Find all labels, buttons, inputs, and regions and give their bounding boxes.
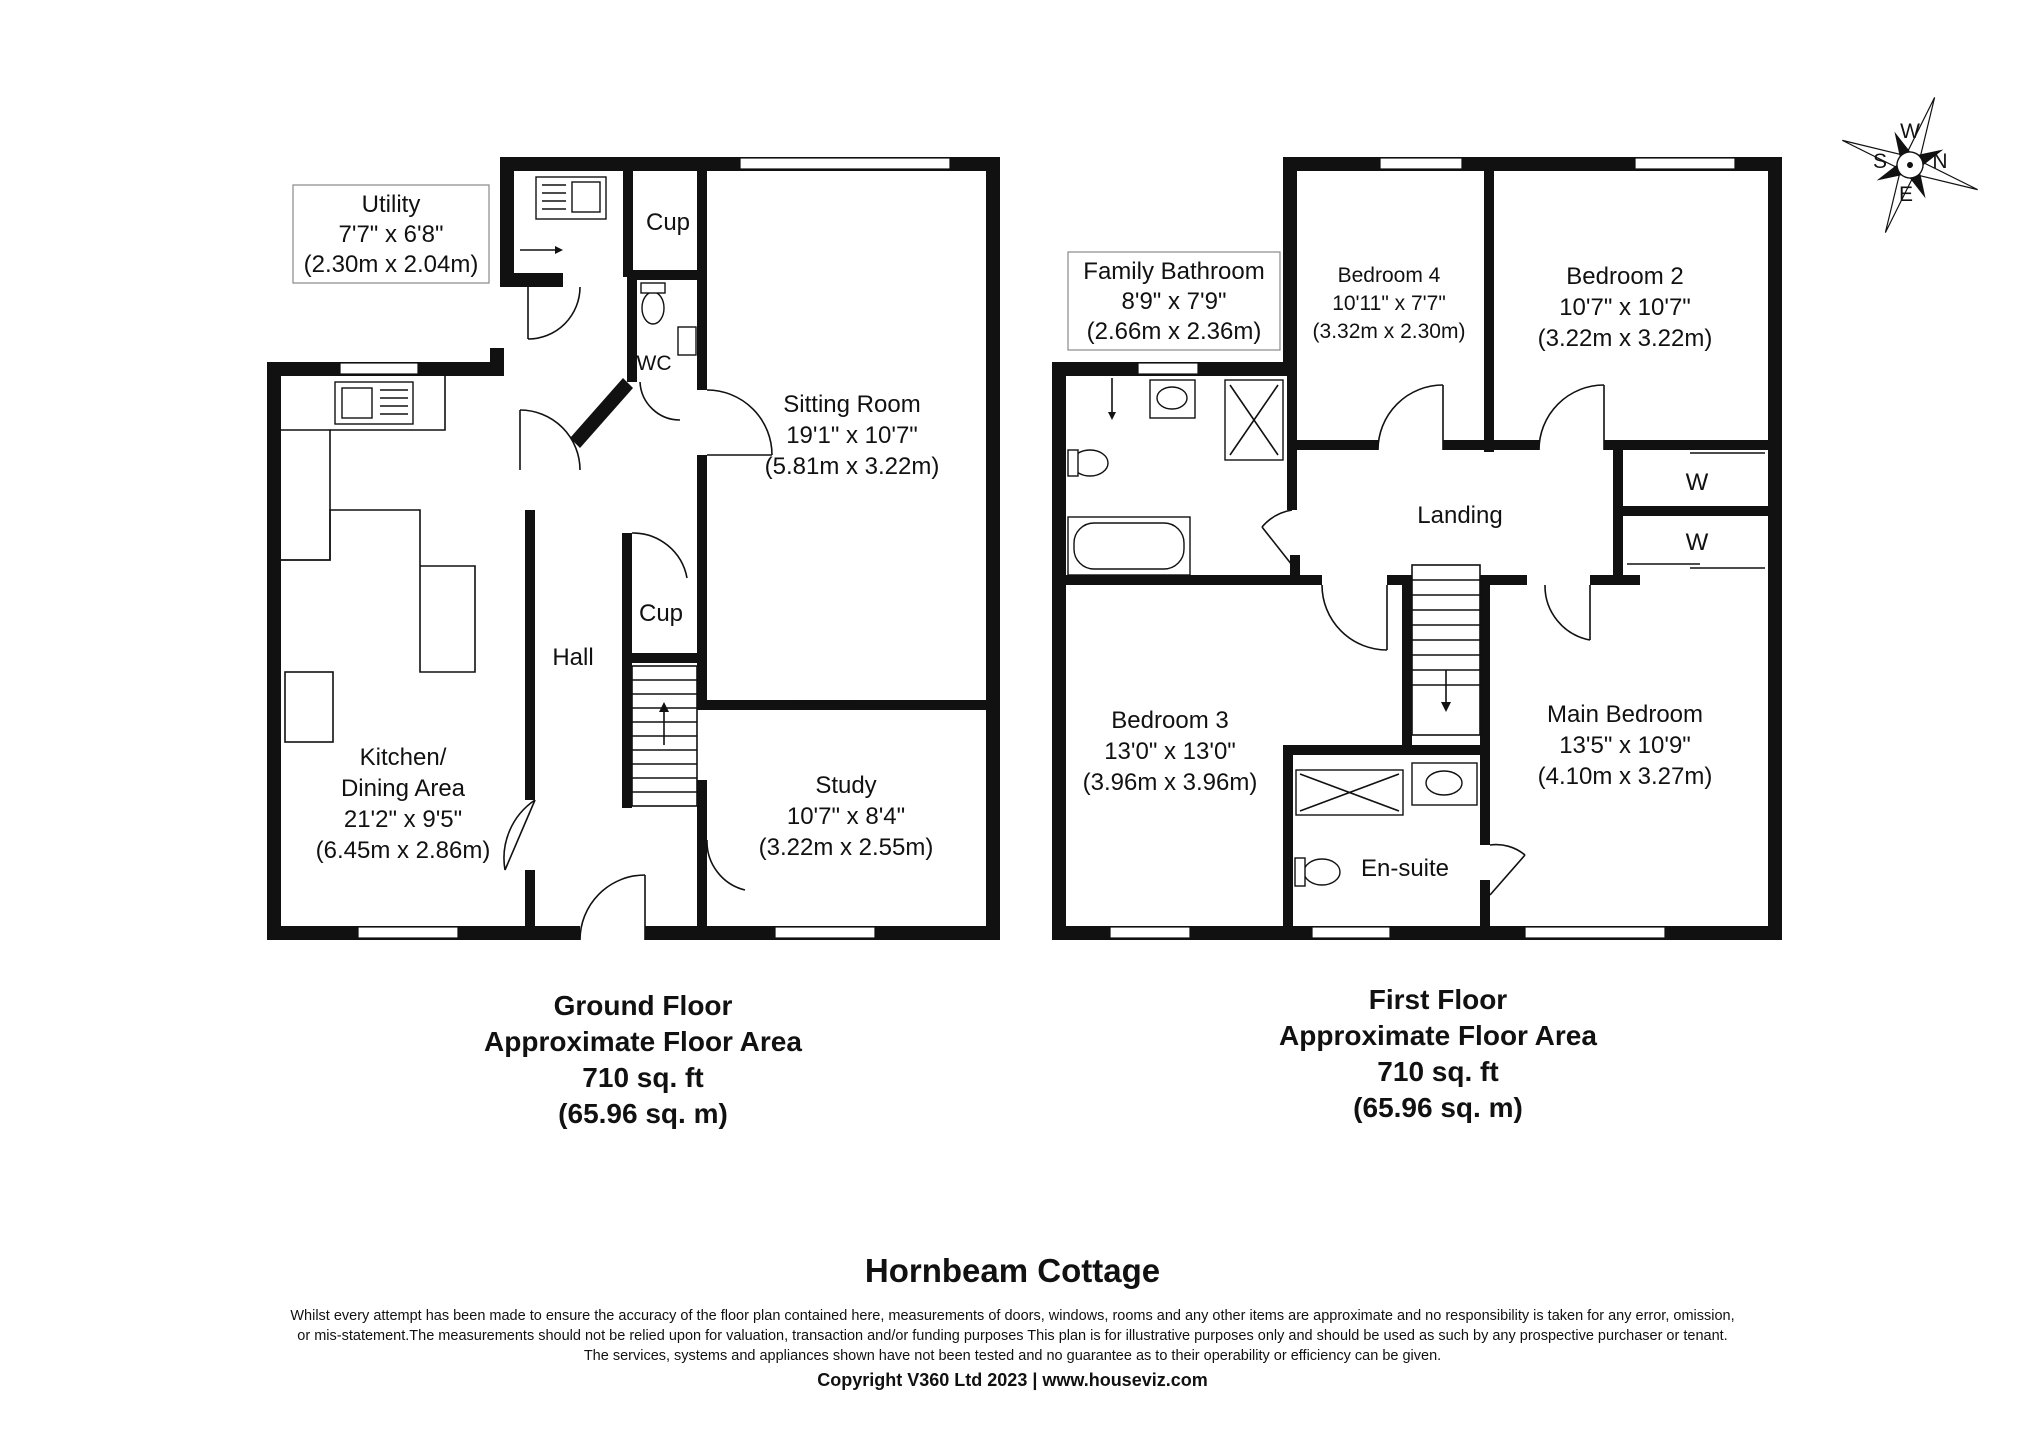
wall [1060, 575, 1322, 585]
door-swing [1378, 385, 1443, 450]
main-bedroom-name: Main Bedroom [1546, 701, 1704, 728]
landing-label: Landing [1417, 502, 1503, 529]
wall [1480, 575, 1495, 585]
window [1138, 363, 1198, 374]
wall [1283, 745, 1293, 930]
wall [1283, 157, 1297, 376]
wall [622, 663, 632, 808]
disclaimer-line2: or mis-statement.The measurements should not be relied upon for valuation, transaction and/or funding purposes This plan is for illustrative purposes only and should be used as such by any prospective purchaser or tenant. [297, 1328, 1728, 1344]
door-swing [1322, 585, 1387, 650]
compass-s: S [1872, 150, 1888, 173]
wall [1287, 370, 1297, 510]
kitchen-name-line2: Dining Area [340, 775, 466, 802]
door-swing [528, 287, 580, 339]
door-swing [1262, 510, 1292, 527]
compass-icon [1818, 73, 2003, 258]
wall [490, 348, 504, 376]
wall [1283, 745, 1490, 755]
bedroom2-metric: (3.22m x 3.22m) [1537, 325, 1713, 352]
ground-floor-area-label: Approximate Floor Area [484, 1026, 802, 1057]
wall [633, 270, 703, 280]
wall [627, 270, 637, 382]
bathtub-inner [1074, 523, 1184, 569]
wall [570, 378, 633, 448]
wc-basin [678, 327, 696, 355]
cup-lower-label: Cup [638, 600, 684, 627]
wall [500, 157, 514, 287]
wall [1590, 575, 1640, 585]
study-imperial: 10'7" x 8'4" [786, 803, 906, 830]
first-floor-sqm: (65.96 sq. m) [1353, 1092, 1523, 1123]
door-swing [707, 390, 772, 455]
door-swing [1539, 385, 1604, 450]
bedroom4-metric: (3.32m x 2.30m) [1312, 320, 1466, 343]
first-floor-area-label: Approximate Floor Area [1279, 1020, 1597, 1051]
first-floor-area [1178, 982, 1698, 1126]
copyright: Copyright V360 Ltd 2023 | www.houseviz.com [817, 1370, 1208, 1390]
ground-floor-sqft: 710 sq. ft [582, 1062, 704, 1093]
bedroom3-imperial: 13'0" x 13'0" [1104, 738, 1236, 765]
utility-imperial: 7'7" x 6'8" [338, 221, 444, 248]
kitchen-counter [281, 430, 330, 560]
toilet-cistern [1295, 858, 1305, 886]
kitchen-appliance [285, 672, 333, 742]
wall [1768, 157, 1782, 940]
bathroom-arrow-head [1108, 412, 1116, 420]
window [1312, 927, 1390, 938]
wall [1480, 880, 1490, 930]
compass-e: E [1898, 183, 1914, 206]
wardrobe2-label: W [1685, 529, 1709, 556]
disclaimer-line1: Whilst every attempt has been made to ensure the accuracy of the floor plan contained here, measurements of doors, windows, rooms and any other items are approximate and no responsibility is taken for any error, omission, [290, 1308, 1735, 1324]
family-bathroom-imperial: 8'9" x 7'9" [1121, 288, 1227, 315]
wc-label: WC [636, 352, 672, 375]
wall [1293, 440, 1378, 450]
bedroom4-imperial: 10'11" x 7'7" [1332, 292, 1446, 315]
ensuite-label: En-suite [1360, 855, 1450, 882]
toilet-cistern [641, 283, 665, 293]
wall [525, 870, 535, 930]
window [358, 927, 458, 938]
door [505, 800, 535, 870]
wall [1402, 575, 1412, 755]
wall [622, 533, 632, 663]
main-bedroom-metric: (4.10m x 3.27m) [1537, 763, 1713, 790]
window [1525, 927, 1665, 938]
cup-upper-label: Cup [645, 209, 691, 236]
door [1262, 527, 1292, 565]
sitting-room-name: Sitting Room [783, 391, 921, 418]
family-bathroom-metric: (2.66m x 2.36m) [1086, 318, 1262, 345]
ground-floor-area [383, 988, 903, 1132]
kitchen-name-line1: Kitchen/ [359, 744, 447, 771]
window [1110, 927, 1190, 938]
first-floor-sqft: 710 sq. ft [1377, 1056, 1499, 1087]
basin-bowl [1426, 771, 1462, 795]
wardrobe1-label: W [1685, 469, 1709, 496]
wall [1480, 575, 1490, 755]
door-swing [632, 533, 687, 578]
door-swing [707, 840, 745, 890]
window [1380, 158, 1462, 169]
bedroom2-name: Bedroom 2 [1566, 263, 1684, 290]
ground-floor-sqm: (65.96 sq. m) [558, 1098, 728, 1129]
wall [1052, 362, 1066, 940]
wall [622, 653, 702, 663]
hall-label: Hall [552, 644, 594, 671]
door-swing [1545, 585, 1590, 640]
sitting-room-metric: (5.81m x 3.22m) [764, 453, 940, 480]
wall [1484, 165, 1494, 450]
wall [500, 273, 563, 287]
kitchen-metric: (6.45m x 2.86m) [315, 837, 491, 864]
window [775, 927, 875, 938]
compass-w: W [1900, 120, 1920, 143]
wall [267, 362, 281, 940]
wall [623, 165, 633, 277]
wall [525, 510, 535, 800]
wall [697, 780, 707, 930]
family-bathroom-name: Family Bathroom [1083, 258, 1265, 285]
toilet [642, 292, 664, 324]
wall [1623, 506, 1774, 516]
ground-floor-title: Ground Floor [553, 990, 733, 1021]
wall [1484, 440, 1494, 452]
study-metric: (3.22m x 2.55m) [758, 834, 934, 861]
sink-bowl [572, 182, 600, 212]
kitchen-island [281, 510, 475, 672]
compass-n: N [1932, 150, 1948, 173]
window [340, 363, 418, 374]
main-bedroom-imperial: 13'5" x 10'9" [1559, 732, 1691, 759]
first-floor-title: First Floor [1368, 984, 1508, 1015]
property-title: Hornbeam Cottage [864, 1252, 1161, 1289]
disclaimer-line3: The services, systems and appliances shown have not been tested and no guarantee as to their operability or efficiency can be given. [583, 1348, 1442, 1364]
door-swing [580, 875, 645, 940]
bedroom3-name: Bedroom 3 [1111, 707, 1229, 734]
bedroom4-name: Bedroom 4 [1337, 264, 1441, 287]
door-swing [520, 410, 580, 470]
study-name: Study [815, 772, 877, 799]
bedroom3-metric: (3.96m x 3.96m) [1082, 769, 1258, 796]
kitchen-imperial: 21'2" x 9'5" [343, 806, 463, 833]
window [1635, 158, 1735, 169]
disclaimer [60, 1306, 1965, 1366]
toilet-cistern [1068, 450, 1078, 476]
window [740, 158, 950, 169]
door-swing [1490, 845, 1525, 855]
utility-name: Utility [361, 191, 421, 218]
basin-bowl [1157, 387, 1187, 409]
door-swing [640, 382, 680, 420]
utility-metric: (2.30m x 2.04m) [303, 251, 479, 278]
wall [1480, 745, 1490, 845]
wall [697, 455, 707, 700]
door [1490, 855, 1525, 895]
bedroom2-imperial: 10'7" x 10'7" [1559, 294, 1691, 321]
sink-bowl [342, 388, 372, 418]
sitting-room-imperial: 19'1" x 10'7" [786, 422, 918, 449]
utility-arrow-head [555, 246, 563, 254]
ensuite-toilet [1304, 859, 1340, 885]
wall [986, 157, 1000, 940]
wall [1613, 450, 1623, 575]
